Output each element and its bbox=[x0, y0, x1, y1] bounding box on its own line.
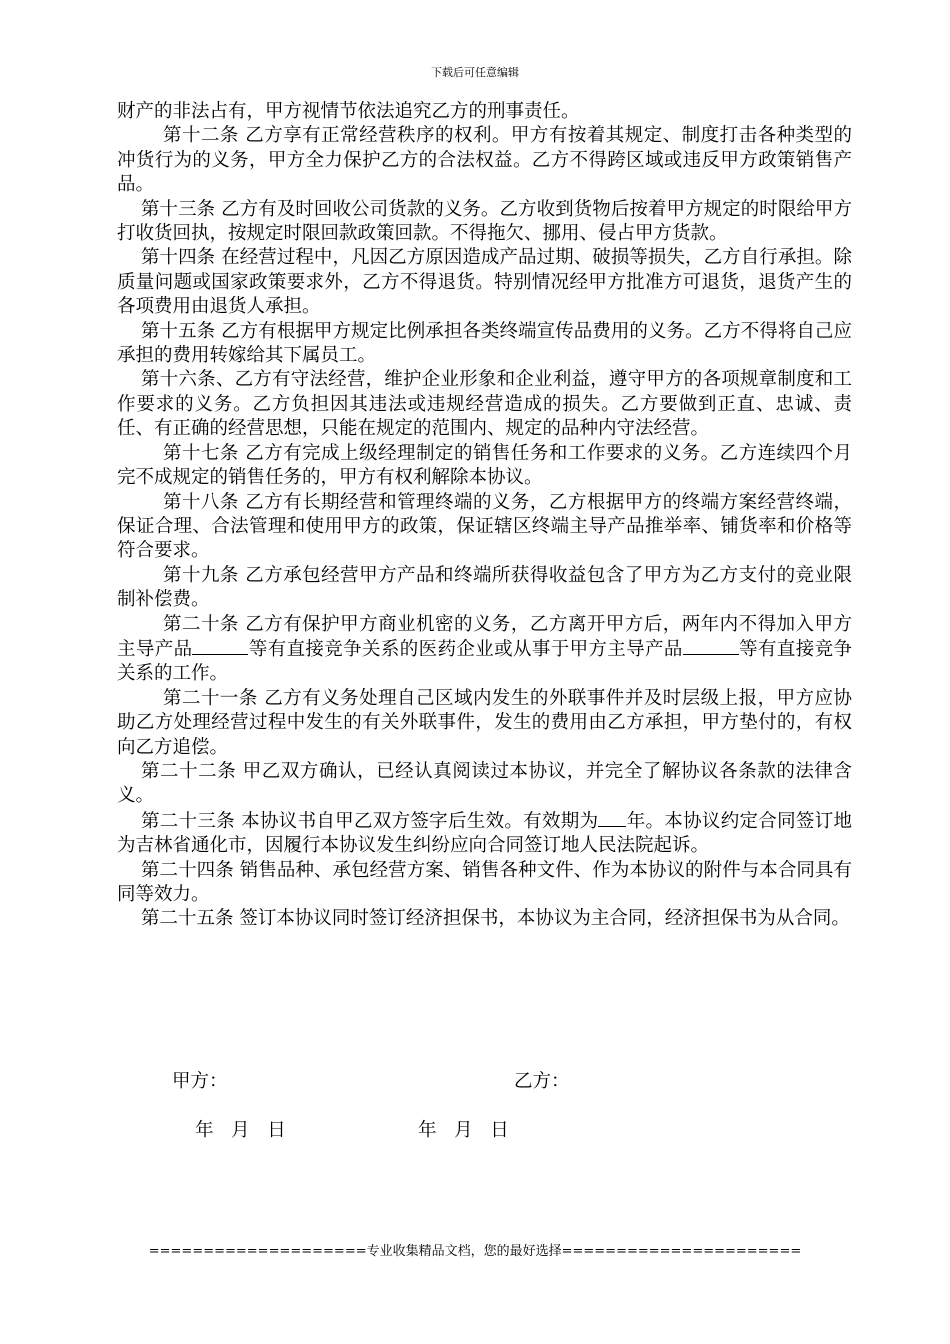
article-17: 第十七条 乙方有完成上级经理制定的销售任务和工作要求的义务。乙方连续四个月完不成规定的销售任务的，甲方有权利解除本协议。 bbox=[117, 442, 852, 489]
document-body bbox=[117, 100, 852, 932]
article-19: 第十九条 乙方承包经营甲方产品和终端所获得收益包含了甲方为乙方支付的竞业限制补偿费。 bbox=[117, 564, 852, 611]
article-24: 第二十四条 销售品种、承包经营方案、销售各种文件、作为本协议的附件与本合同具有同等效力。 bbox=[117, 859, 852, 905]
page-footer: ====================专业收集精品文档，您的最好选择====================== bbox=[148, 1244, 802, 1259]
paragraph-continued: 财产的非法占有，甲方视情节依法追究乙方的刑事责任。 bbox=[117, 101, 580, 122]
blank-line bbox=[192, 637, 248, 655]
blank-line bbox=[683, 637, 739, 655]
article-23-part-1: 第二十三条 本协议书自甲乙双方签字后生效。有效期为 bbox=[141, 810, 599, 832]
article-23 bbox=[117, 809, 852, 859]
party-b-date: 年 月 日 bbox=[418, 1120, 509, 1141]
article-21: 第二十一条 乙方有义务处理自己区域内发生的外联事件并及时层级上报，甲方应协助乙方处理经营过程中发生的有关外联事件，发生的费用由乙方承担，甲方垫付的，有权向乙方追偿。 bbox=[117, 687, 852, 758]
article-14: 第十四条 在经营过程中，凡因乙方原因造成产品过期、破损等损失，乙方自行承担。除质量问题或国家政策要求外，乙方不得退货。特别情况经甲方批准方可退货，退货产生的各项费用由退货人承担。 bbox=[117, 247, 852, 318]
article-20-part-3: 等有直接竞争关系的工作。 bbox=[117, 638, 852, 685]
blank-line bbox=[598, 809, 626, 827]
article-23-part-2: 年。本协议约定合同签订地为吉林省通化市，因履行本协议发生纠纷应向合同签订地人民法院起诉。 bbox=[117, 810, 852, 857]
article-20-part-1: 第二十条 乙方有保护甲方商业机密的义务，乙方离开甲方后，两年内不得加入甲方主导产品 bbox=[117, 613, 852, 660]
party-b-label: 乙方： bbox=[514, 1071, 570, 1092]
article-13: 第十三条 乙方有及时回收公司货款的义务。乙方收到货物后按着甲方规定的时限给甲方打收货回执，按规定时限回款政策回款。不得拖欠、挪用、侵占甲方货款。 bbox=[117, 198, 852, 245]
party-a-label: 甲方： bbox=[172, 1071, 228, 1092]
party-a-date: 年 月 日 bbox=[195, 1120, 286, 1141]
article-18: 第十八条 乙方有长期经营和管理终端的义务，乙方根据甲方的终端方案经营终端，保证合理、合法管理和使用甲方的政策，保证辖区终端主导产品推举率、铺货率和价格等符合要求。 bbox=[117, 491, 852, 562]
article-20 bbox=[117, 613, 852, 687]
article-22: 第二十二条 甲乙双方确认，已经认真阅读过本协议，并完全了解协议各条款的法律含义。 bbox=[117, 760, 852, 807]
article-20-part-2: 等有直接竞争关系的医药企业或从事于甲方主导产品 bbox=[248, 638, 683, 660]
page-header: 下载后可任意编辑 bbox=[431, 66, 519, 79]
article-12: 第十二条 乙方享有正常经营秩序的权利。甲方有按着其规定、制度打击各种类型的冲货行为的义务，甲方全力保护乙方的合法权益。乙方不得跨区域或违反甲方政策销售产品。 bbox=[117, 125, 852, 196]
article-16: 第十六条、乙方有守法经营，维护企业形象和企业利益，遵守甲方的各项规章制度和工作要求的义务。乙方负担因其违法或违规经营造成的损失。乙方要做到正直、忠诚、责任、有正确的经营思想，只能在规定的范围内、规定的品种内守法经营。 bbox=[117, 369, 852, 440]
article-15: 第十五条 乙方有根据甲方规定比例承担各类终端宣传品费用的义务。乙方不得将自己应承担的费用转嫁给其下属员工。 bbox=[117, 320, 852, 367]
article-25: 第二十五条 签订本协议同时签订经济担保书，本协议为主合同，经济担保书为从合同。 bbox=[141, 908, 850, 930]
